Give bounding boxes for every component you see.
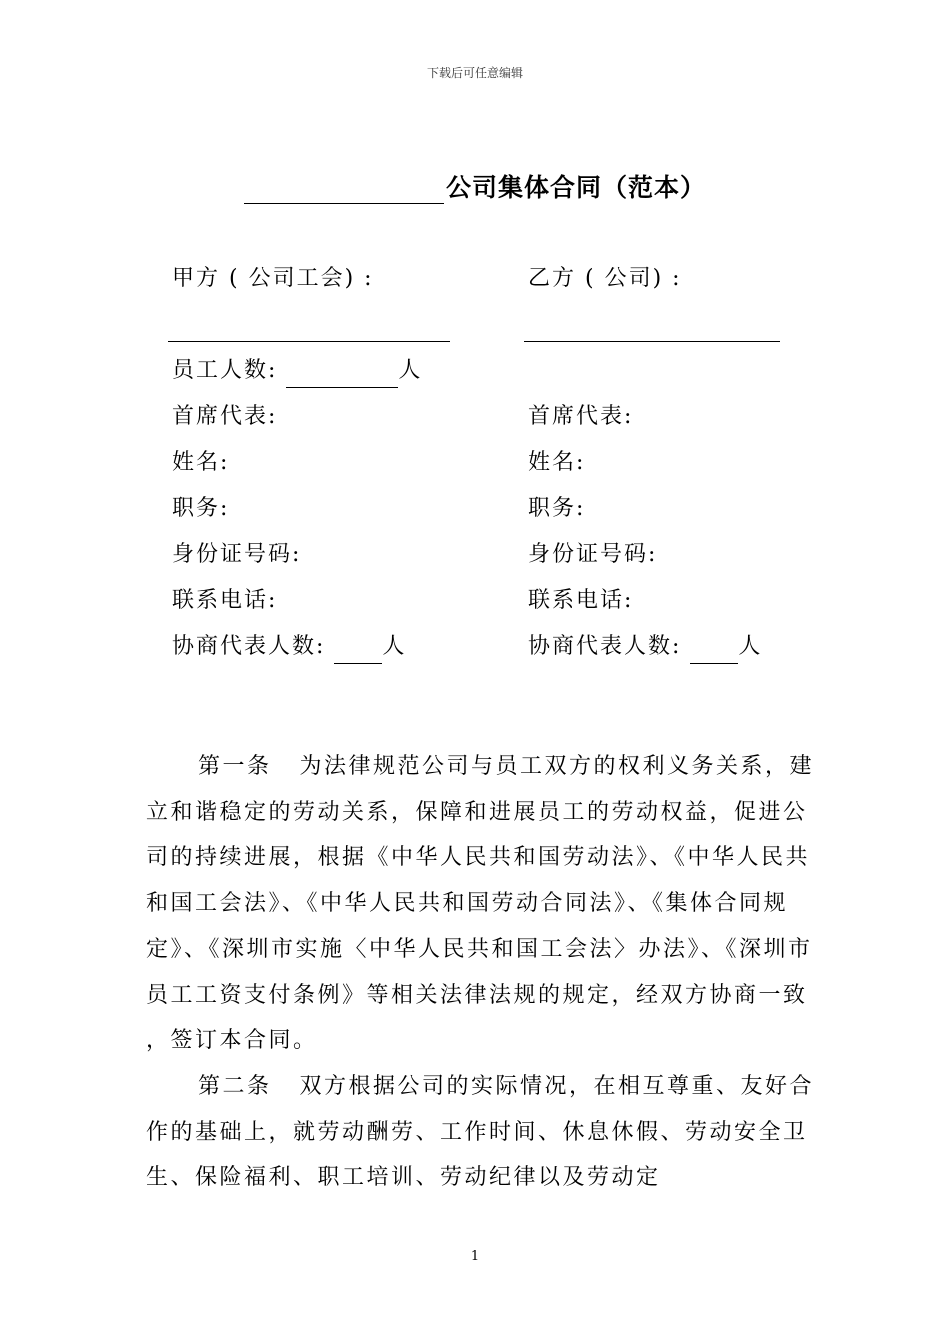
party-b-name: 姓名:: [528, 450, 586, 475]
party-a-phone: 联系电话:: [172, 588, 278, 613]
party-a-staff-count: 员工人数: 人: [172, 354, 472, 400]
party-b-negotiator-count: 协商代表人数: 人: [528, 630, 828, 676]
party-a-position: 职务:: [172, 496, 230, 521]
article-label: 第二条: [198, 1073, 272, 1099]
party-a-signature-line: [168, 296, 450, 342]
party-b-id-number: 身份证号码:: [528, 542, 658, 567]
party-a-block: [172, 262, 472, 676]
party-b-block: [528, 262, 828, 676]
company-name-blank: [244, 177, 444, 204]
party-b-empty-row: [528, 354, 828, 400]
party-a-name: 姓名:: [172, 450, 230, 475]
party-b-heading: 乙方 ( 公司) :: [528, 266, 682, 291]
party-b-chief-rep: 首席代表:: [528, 404, 634, 429]
party-a-chief-rep: 首席代表:: [172, 404, 278, 429]
party-a-id-number: 身份证号码:: [172, 542, 302, 567]
page-number: 1: [470, 1249, 480, 1264]
staff-count-blank: [286, 361, 398, 388]
contract-body: [146, 744, 826, 1201]
party-a-heading: 甲方 ( 公司工会) :: [172, 266, 374, 291]
article-text: 为法律规范公司与员工双方的权利义务关系，建立和谐稳定的劳动关系，保障和进展员工的劳动权益，促进公司的持续进展，根据《中华人民共和国劳动法》、《中华人民共和国工会法》、《中华人民共和国劳动合同法》、《集体合同规定》、《深圳市实施〈中华人民共和国工会法〉办法》、《深圳市员工工资支付条例》等相关法律法规的规定，经双方协商一致 ，签订本合同。: [146, 754, 815, 1054]
page-header: 下载后可任意编辑: [426, 66, 523, 80]
article-label: 第一条: [198, 754, 272, 779]
document-title: [0, 168, 950, 204]
article-text: 双方根据公司的实际情况，在相互尊重、友好合作的基础上，就劳动酬劳、工作时间、休息休假、劳动安全卫生、保险福利、职工培训、劳动纪律以及劳动定: [146, 1073, 815, 1191]
title-text: 公司集体合同（范本）: [445, 173, 706, 202]
article-2: [146, 1064, 826, 1201]
party-b-signature-line: [524, 296, 780, 342]
negotiator-count-blank: [690, 637, 738, 664]
party-a-negotiator-count: 协商代表人数: 人: [172, 630, 472, 676]
party-b-position: 职务:: [528, 496, 586, 521]
negotiator-count-blank: [334, 637, 382, 664]
party-b-phone: 联系电话:: [528, 588, 634, 613]
article-1: [146, 744, 826, 1064]
